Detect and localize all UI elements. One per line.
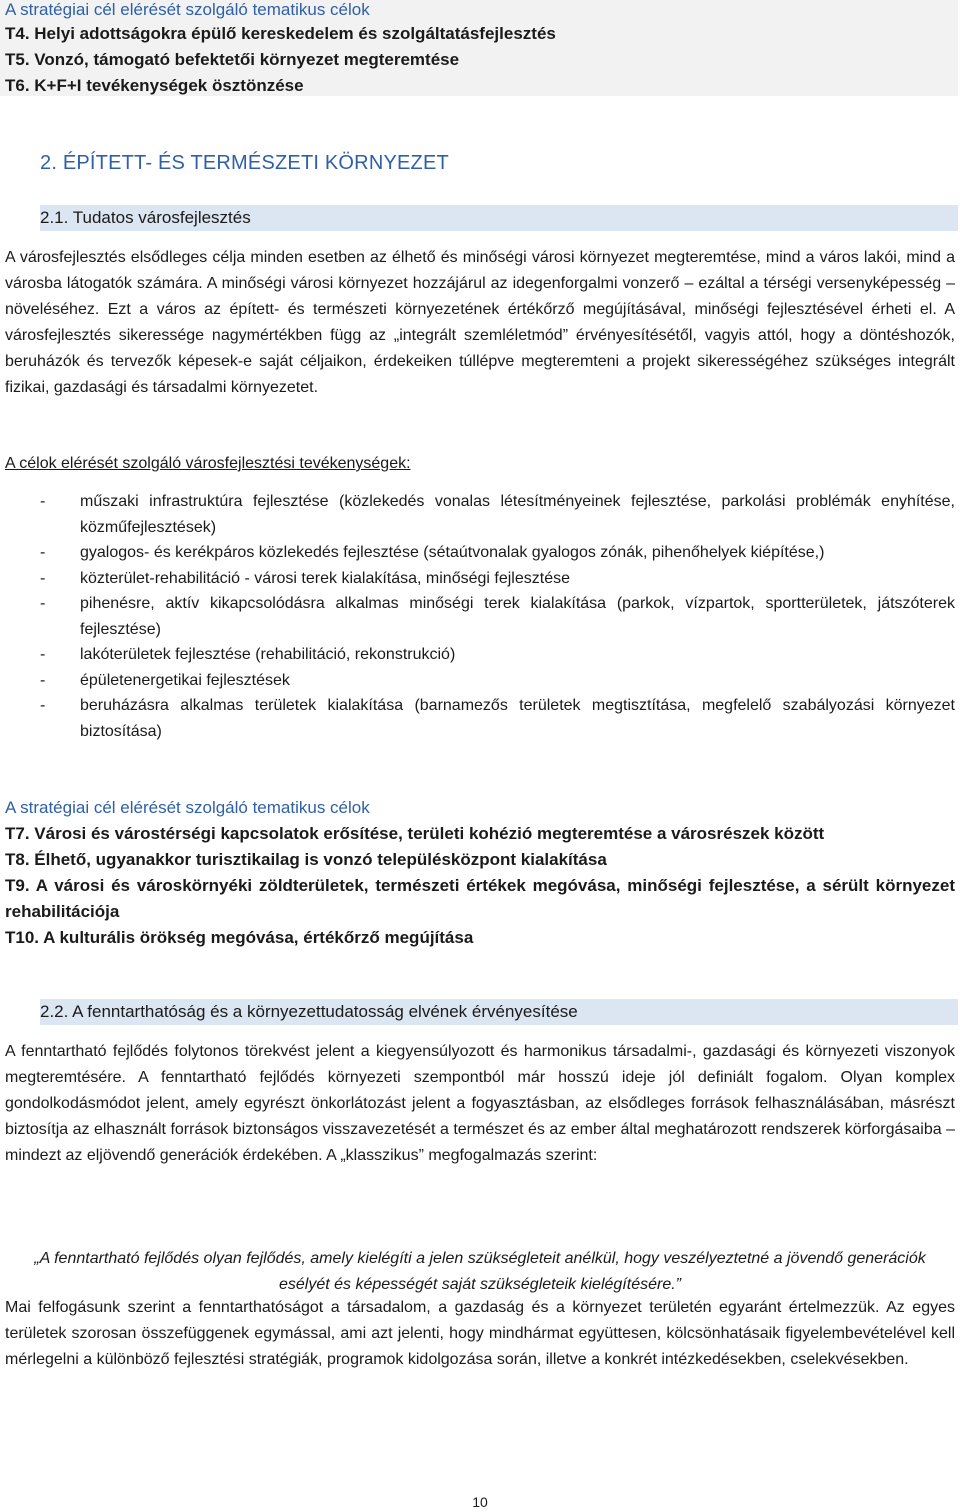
list-item-text: műszaki infrastruktúra fejlesztése (közlekedés vonalas létesítményeinek fejlesztése, parkolási problémák enyhítése, közműfejlesztések) <box>80 493 955 536</box>
thematic-goals-title: A stratégiai cél elérését szolgáló tematikus célok <box>5 798 370 817</box>
list-item <box>5 591 955 642</box>
list-item <box>5 668 955 694</box>
intro-paragraph: A városfejlesztés elsődleges célja minden esetben az élhető és minőségi városi környezet megteremtése, mind a város lakói, mind a városba látogatók számára. A minőségi városi környezet hozzájárul az idegenforgalmi vonzerő – ezáltal a térségi versenyképesség – növeléséhez. Ezt a város az épített- és természeti környezetének értékőrző megújításával, minőségi fejlesztésével érheti el. A városfejlesztés sikeressége nagymértékben függ az „integrált szemléletmód” érvényesítésétől, vagyis attól, hogy a döntéshozók, beruházók és tervezők képesek-e saját céljaikon, érdekeiken túllépve megteremteni a projekt sikerességéhez szükséges integrált fizikai, gazdasági és társadalmi környezetet. <box>5 249 955 396</box>
list-dash: - <box>40 493 46 510</box>
thematic-goal-t7: T7. Városi és várostérségi kapcsolatok erősítése, területi kohézió megteremtése a városrészek között <box>5 824 825 843</box>
list-dash: - <box>40 544 46 561</box>
activities-heading: A célok elérését szolgáló városfejlesztési tevékenységek: <box>5 455 411 472</box>
thematic-goals-title-top: A stratégiai cél elérését szolgáló tematikus célok <box>5 0 370 19</box>
closing-paragraph: Mai felfogásunk szerint a fenntarthatóságot a társadalom, a gazdaság és a környezet területén egyaránt értelmezzük. Az egyes területek szorosan összefüggenek egymással, ami azt jelenti, hogy mindhármat együttesen, kölcsönhatásaik figyelembevételével kell mérlegelni a különböző fejlesztési stratégiák, programok kidolgozása során, illetve a konkrét intézkedésekben, cselekvésekben. <box>5 1299 955 1368</box>
list-item-text: lakóterületek fejlesztése (rehabilitáció, rekonstrukció) <box>80 646 456 663</box>
thematic-goals-block <box>5 795 955 951</box>
list-item <box>5 642 955 668</box>
list-item-text: gyalogos- és kerékpáros közlekedés fejlesztése (sétaútvonalak gyalogos zónák, pihenőhelyek kiépítése,) <box>80 544 825 561</box>
page-number: 10 <box>472 1494 488 1510</box>
subsection-heading-1: 2.1. Tudatos városfejlesztés <box>40 208 251 227</box>
section-heading: 2. ÉPÍTETT- ÉS TERMÉSZETI KÖRNYEZET <box>40 152 449 174</box>
subsection-heading-bar-2 <box>40 999 958 1025</box>
thematic-goal-t4: T4. Helyi adottságokra épülő kereskedelem és szolgáltatásfejlesztés <box>5 24 556 43</box>
list-item-text: beruházásra alkalmas területek kialakítása (barnamezős területek megtisztítása, megfelelő szabályozási környezet biztosítása) <box>80 697 955 740</box>
list-item <box>5 693 955 744</box>
list-dash: - <box>40 671 46 689</box>
list-dash: - <box>40 646 46 663</box>
list-dash: - <box>40 569 46 587</box>
thematic-goal-t9: T9. A városi és városkörnyéki zöldterületek, természeti értékek megóvása, minőségi fejlesztése, a sérült környezet rehabilitációja <box>5 876 955 921</box>
sustainability-paragraph: A fenntartható fejlődés folytonos törekvést jelent a kiegyensúlyozott és harmonikus társadalmi-, gazdasági és környezeti viszonyok megteremtésére. A fenntartható fejlődés környezeti szempontból már hosszú ideje jól definiált fogalom. Olyan komplex gondolkodásmódot jelent, amely egyrészt önkorlátozást jelent a fogyasztásban, az elsődleges források felhasználásában, másrészt biztosítja az elhasznált források biztonságos visszavezetését a természet és az ember által meghatározott rendszerek körforgásaiba – mindezt az eljövendő generációk érdekében. A „klasszikus” megfogalmazás szerint: <box>5 1043 955 1164</box>
list-dash: - <box>40 697 46 714</box>
subsection-heading-bar-1 <box>40 205 958 231</box>
list-item <box>5 489 955 540</box>
list-item-text: épületenergetikai fejlesztések <box>80 671 290 689</box>
definition-quote: „A fenntartható fejlődés olyan fejlődés, amely kielégíti a jelen szükségleteit anélkül, hogy veszélyeztetné a jövendő generációk esélyét és képességét saját szükségleteik kielégítésére.” <box>34 1250 926 1293</box>
list-item <box>5 540 955 566</box>
subsection-heading-2: 2.2. A fenntarthatóság és a környezettudatosság elvének érvényesítése <box>40 1002 578 1021</box>
list-dash: - <box>40 595 46 612</box>
list-item-text: pihenésre, aktív kikapcsolódásra alkalmas minőségi terek kialakítása (parkok, vízpartok, sportterületek, játszóterek fejlesztése) <box>80 595 955 638</box>
list-item-text: közterület-rehabilitáció - városi terek kialakítása, minőségi fejlesztése <box>80 569 570 587</box>
thematic-goal-t10: T10. A kulturális örökség megóvása, értékőrző megújítása <box>5 928 474 947</box>
thematic-goal-t5: T5. Vonzó, támogató befektetői környezet megteremtése <box>5 50 460 69</box>
thematic-goals-box-top <box>0 0 958 96</box>
thematic-goal-t6: T6. K+F+I tevékenységek ösztönzése <box>5 76 304 95</box>
thematic-goal-t8: T8. Élhető, ugyanakkor turisztikailag is vonzó településközpont kialakítása <box>5 850 607 869</box>
list-item <box>5 566 955 592</box>
activities-list <box>5 489 955 744</box>
